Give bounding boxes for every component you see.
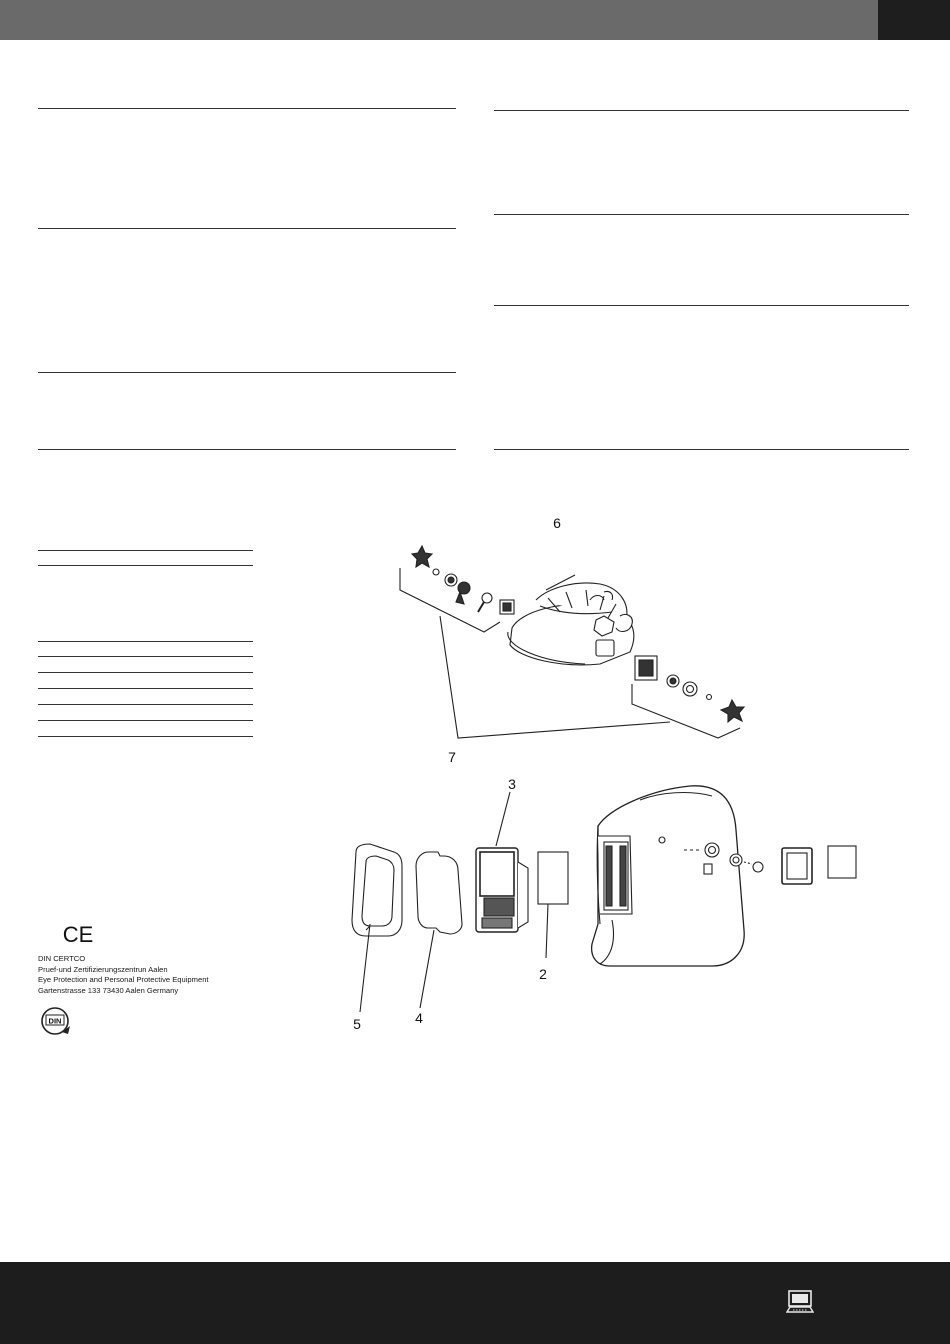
header-bar bbox=[0, 0, 950, 40]
callout-leader-2 bbox=[546, 904, 548, 958]
section-rule bbox=[494, 110, 909, 111]
table-rule bbox=[38, 688, 253, 689]
cover-lens bbox=[416, 852, 462, 934]
cert-line: Gartenstrasse 133 73430 Aalen Germany bbox=[38, 985, 179, 995]
headgear-assembly bbox=[508, 575, 634, 665]
inner-cover-lens bbox=[538, 852, 568, 904]
table-rule bbox=[38, 641, 253, 642]
callout-leader-3 bbox=[496, 792, 510, 846]
section-rule bbox=[494, 449, 909, 450]
helmet-shell bbox=[592, 786, 745, 966]
table-rule bbox=[38, 550, 253, 551]
header-page-tab bbox=[878, 0, 950, 40]
table-rule bbox=[38, 704, 253, 705]
front-cover-lens-frame bbox=[352, 844, 402, 936]
exploded-parts-diagram bbox=[330, 490, 930, 1050]
callout-6: 6 bbox=[553, 515, 561, 531]
svg-text:DIN: DIN bbox=[48, 1016, 62, 1026]
section-rule bbox=[38, 228, 456, 229]
svg-text:CE: CE bbox=[62, 922, 94, 946]
callout-4: 4 bbox=[415, 1010, 423, 1026]
table-rule bbox=[38, 720, 253, 721]
table-rule bbox=[38, 736, 253, 737]
cert-line: Pruef-und Zertifizierungszentrun Aalen bbox=[38, 964, 168, 974]
section-rule bbox=[38, 108, 456, 109]
callout-5: 5 bbox=[353, 1016, 361, 1032]
section-rule bbox=[38, 449, 456, 450]
cert-body-name: DIN CERTCO bbox=[38, 954, 86, 963]
section-rule bbox=[494, 214, 909, 215]
table-rule bbox=[38, 565, 253, 566]
ce-mark-logo bbox=[58, 922, 98, 946]
callout-3: 3 bbox=[508, 776, 516, 792]
table-rule bbox=[38, 672, 253, 673]
cert-line: Eye Protection and Personal Protective Equipment bbox=[38, 975, 209, 985]
section-rule bbox=[494, 305, 909, 306]
section-rule bbox=[38, 372, 456, 373]
callout-leader-4 bbox=[420, 930, 434, 1008]
monitor-icon bbox=[786, 1290, 814, 1314]
table-rule bbox=[38, 656, 253, 657]
callout-2: 2 bbox=[539, 966, 547, 982]
din-certco-logo bbox=[40, 1006, 76, 1036]
certification-block bbox=[38, 954, 258, 996]
filter-cartridge bbox=[476, 848, 528, 932]
callout-leader-5 bbox=[360, 924, 370, 1012]
callout-7: 7 bbox=[448, 749, 456, 765]
